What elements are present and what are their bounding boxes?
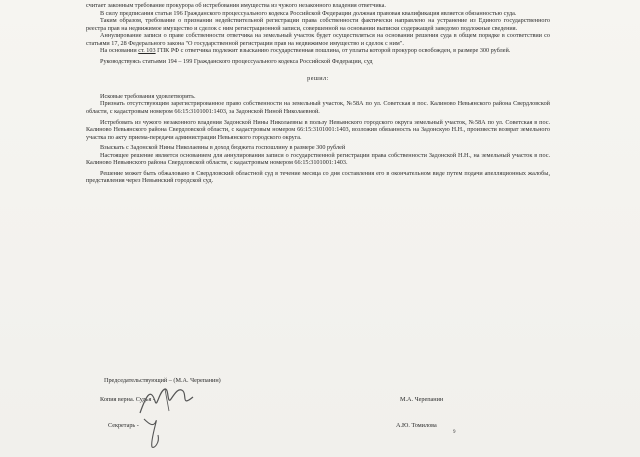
chairman-label: Председательствующий – (М.А. Черепанин) <box>104 377 221 384</box>
resolution-item: Исковые требования удовлетворить. <box>100 92 196 100</box>
document-body <box>86 2 550 185</box>
resolution-item: Взыскать с Задонской Нины Николаевны в доход бюджета госпошлину в размере 300 рублей <box>100 144 346 152</box>
paragraph-continuation: считает законным требование прокурора об истребования имущества из чужого незаконного владения ответчика. <box>86 2 386 9</box>
paragraph-state-duty <box>86 47 550 55</box>
judge-name: М.А. Черепанин <box>400 396 444 403</box>
copy-verified-label: Копия верна. Судья - <box>100 396 155 403</box>
resolution-item: Настоящее решение является основанием для аннулирования записи о государственной регистрации права собственности Задонской Н.Н., на земельный участок в пос. Калиново Невьянского района Свердловской области, с кадастровым номером 66:15:3101001:1403. <box>86 151 550 167</box>
secretary-name: А.Ю. Томилова <box>396 422 437 429</box>
article-103-link[interactable]: ст. 103 <box>138 47 156 55</box>
resolution-item: Признать отсутствующим зарегистрированное право собственности на земельный участок, №58А по ул. Советская в пос. Калиново Невьянского района Свердловской области, с кадастровым номером 66:15:3101001:1403, за Задонской Ниной Николаевной. <box>86 100 550 116</box>
para5-before: На основании <box>100 47 139 55</box>
page-number: 9 <box>453 430 456 435</box>
para5-after: ГПК РФ с ответчика подлежит взысканию государственная пошлина, от уплаты которой прокурор освобожден, в размере 300 рублей. <box>155 47 511 55</box>
paragraph-registration-claim: Таким образом, требование о признании недействительной регистрации права собственности фактически направлено на устранение из Единого государственного реестра прав на недвижимое имущество и сделок с ним регистрационной записи, совершенной на основании выписки содержащей заведомо подложные сведения. <box>86 17 550 32</box>
secretary-signature-icon <box>136 413 176 451</box>
decision-heading: решил: <box>307 75 329 83</box>
resolution-item: Истребовать из чужого незаконного владения Задонской Нины Николаевны в пользу Невьянского городского округа земельный участок, №58А по ул. Советская в пос. Калиново Невьянского района Свердловской области, с кадастровым номером 66:15:3101001:1403, возложив обязанность на Задонскую Н.Н., произвести возврат земельного участка по акту приема-передачи администрации Невьянского городского округа. <box>86 118 550 141</box>
resolution-item: Решение может быть обжаловано в Свердловский областной суд в течение месяца со дня составления его в окончательном виде путем подачи апелляционных жалобы, представления через Невьянский городской суд. <box>86 169 550 185</box>
paragraph-annulment-procedure: Аннулирование записи о праве собственности ответчика на земельный участок будет осуществляться на основании решения суда в общем порядке в соответствии со статьями 17, 28 Федерального закона "О государственной регистрации прав на недвижимое имущество и сделок с ним". <box>86 32 550 47</box>
paragraph-guided-by: Руководствуясь статьями 194 – 199 Гражданского процессуального кодекса Российской Федерации, суд <box>100 57 373 65</box>
paragraph-legal-qualification: В силу предписания статьи 196 Гражданского процессуального кодекса Российской Федерации должная правовая квалификация является обязанностью суда. <box>100 9 517 17</box>
secretary-label: Секретарь - <box>108 422 139 429</box>
